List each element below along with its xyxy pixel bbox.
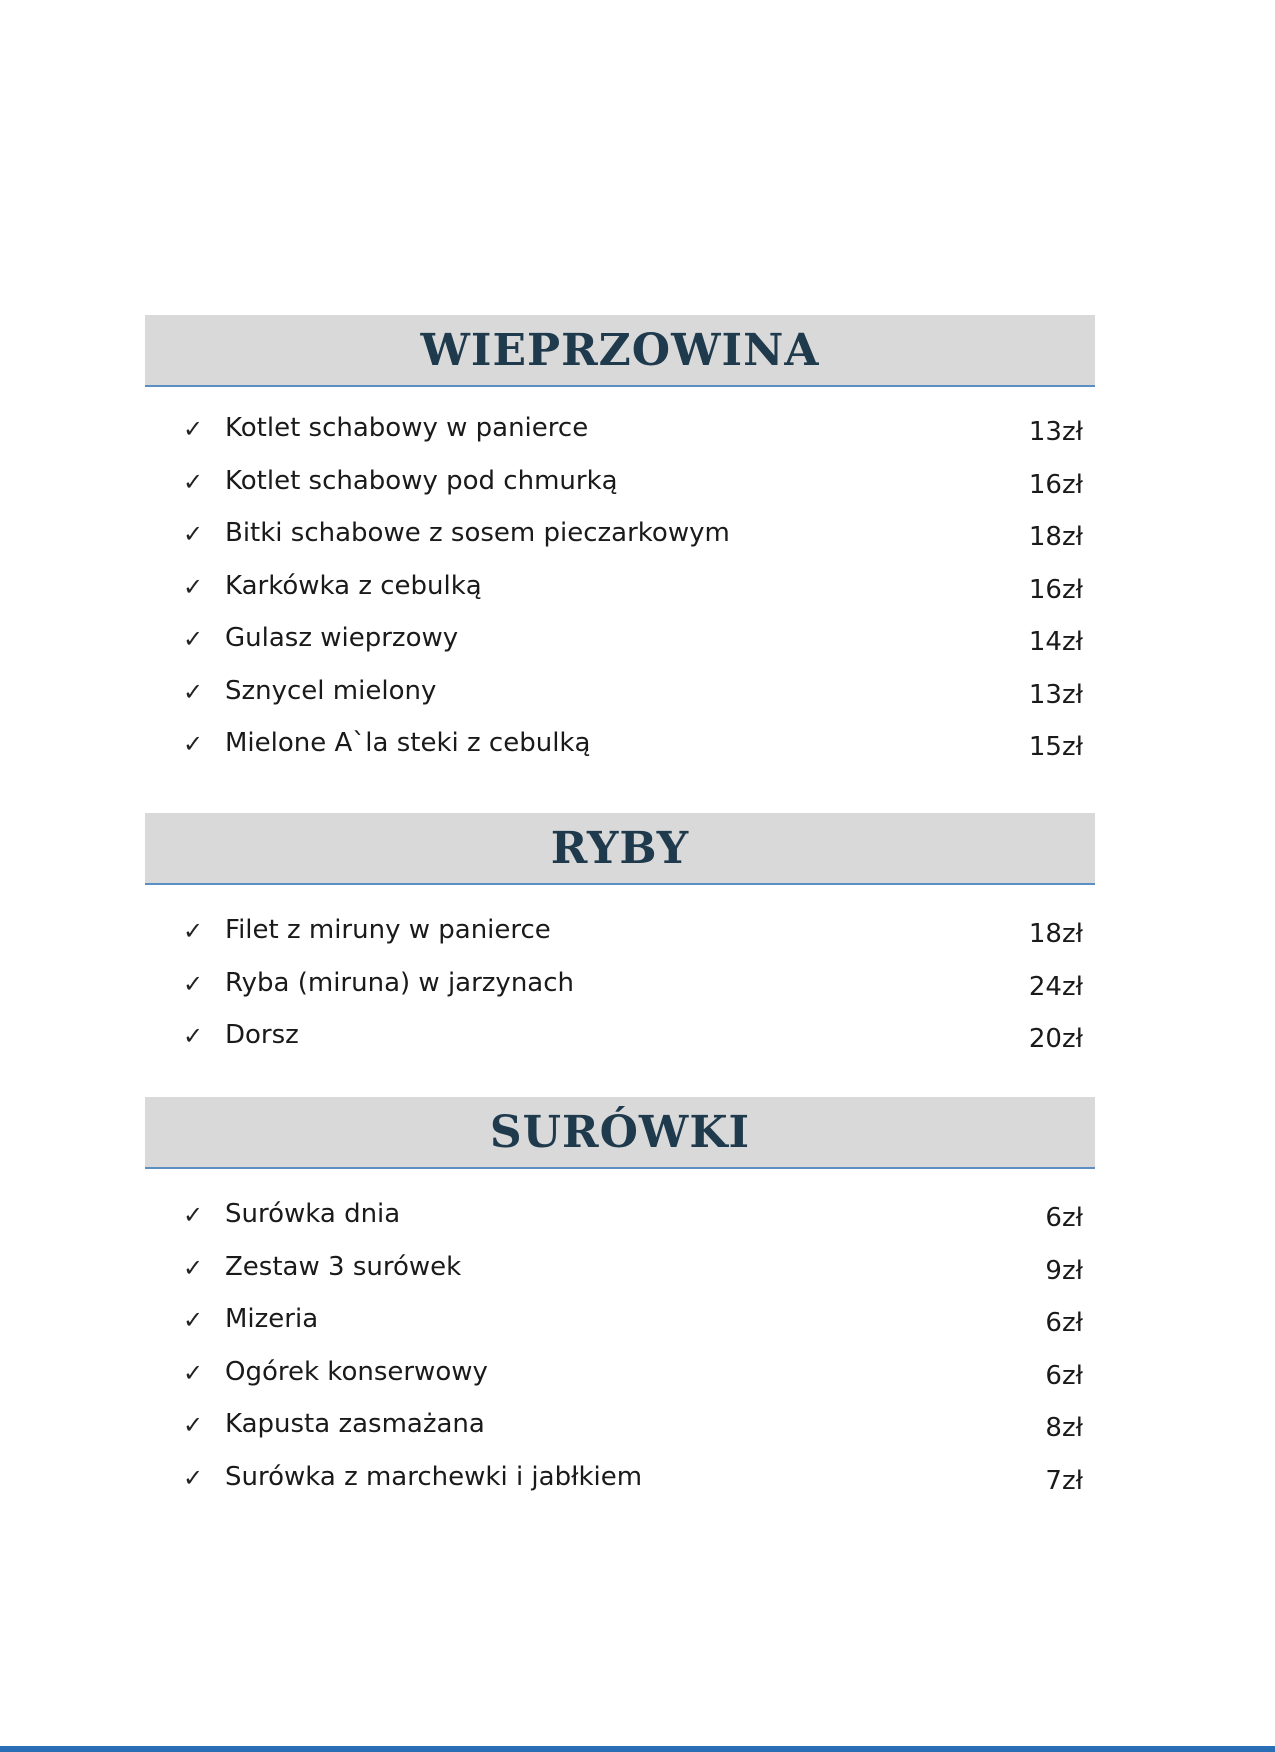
section-ryby: [145, 813, 1095, 1073]
menu-item: [145, 1252, 1095, 1305]
check-icon: ✓: [183, 1412, 204, 1439]
item-price: 15zł: [1028, 732, 1083, 762]
item-price: 6zł: [1045, 1360, 1083, 1391]
check-icon: ✓: [183, 1307, 204, 1334]
menu-item: [145, 676, 1095, 729]
item-name: Kotlet schabowy pod chmurką: [225, 465, 618, 496]
check-icon: ✓: [183, 416, 204, 443]
menu-item: [145, 623, 1095, 676]
menu-item: [145, 413, 1095, 466]
item-name: Mielone A`la steki z cebulką: [225, 728, 591, 758]
check-icon: ✓: [183, 1023, 204, 1050]
item-price: 6zł: [1045, 1308, 1083, 1338]
item-price: 20zł: [1028, 1024, 1083, 1054]
menu-item: [145, 466, 1095, 519]
menu-item: [145, 915, 1095, 968]
item-price: 24zł: [1028, 971, 1083, 1002]
menu-list: [145, 915, 1095, 1073]
section-surowki: [145, 1097, 1095, 1514]
item-name: Ogórek konserwowy: [225, 1356, 488, 1387]
item-name: Kapusta zasmażana: [225, 1409, 485, 1439]
section-title: RYBY: [550, 822, 690, 874]
menu-item: [145, 1304, 1095, 1357]
item-price: 6zł: [1045, 1203, 1083, 1233]
item-name: Filet z miruny w panierce: [225, 915, 551, 945]
item-price: 9zł: [1045, 1255, 1083, 1286]
item-name: Bitki schabowe z sosem pieczarkowym: [225, 518, 730, 548]
menu-item: [145, 968, 1095, 1021]
item-price: 14zł: [1028, 627, 1083, 657]
menu-item: [145, 1462, 1095, 1515]
menu-item: [145, 1020, 1095, 1073]
menu-item: [145, 1357, 1095, 1410]
item-price: 13zł: [1028, 679, 1083, 710]
check-icon: ✓: [183, 918, 204, 945]
check-icon: ✓: [183, 1464, 204, 1492]
menu-item: [145, 1199, 1095, 1252]
check-icon: ✓: [183, 468, 204, 496]
item-name: Dorsz: [225, 1020, 299, 1050]
menu-item: [145, 728, 1095, 781]
item-name: Surówka z marchewki i jabłkiem: [225, 1461, 643, 1492]
menu-item: [145, 518, 1095, 571]
bottom-rule: [0, 1746, 1275, 1752]
section-banner: [145, 315, 1095, 387]
check-icon: ✓: [183, 678, 204, 706]
item-name: Gulasz wieprzowy: [225, 623, 459, 653]
item-name: Kotlet schabowy w panierce: [225, 413, 589, 443]
check-icon: ✓: [183, 731, 204, 758]
item-price: 18zł: [1028, 522, 1083, 552]
check-icon: ✓: [183, 1254, 204, 1282]
item-price: 16zł: [1028, 574, 1083, 605]
check-icon: ✓: [183, 970, 204, 998]
item-price: 7zł: [1045, 1465, 1083, 1496]
item-price: 8zł: [1045, 1413, 1083, 1443]
item-name: Mizeria: [225, 1304, 319, 1334]
section-title: SURÓWKI: [489, 1106, 751, 1158]
section-title: WIEPRZOWINA: [420, 324, 820, 376]
check-icon: ✓: [183, 626, 204, 653]
check-icon: ✓: [183, 1202, 204, 1229]
check-icon: ✓: [183, 1359, 204, 1387]
menu-list: [145, 1199, 1095, 1514]
section-banner: [145, 813, 1095, 885]
item-name: Ryba (miruna) w jarzynach: [225, 967, 575, 998]
item-price: 13zł: [1028, 417, 1083, 447]
item-name: Zestaw 3 surówek: [225, 1251, 462, 1282]
item-price: 16zł: [1028, 469, 1083, 500]
menu-list: [145, 413, 1095, 781]
item-name: Karkówka z cebulką: [225, 570, 482, 601]
section-wieprzowina: [145, 315, 1095, 781]
section-banner: [145, 1097, 1095, 1169]
item-name: Surówka dnia: [225, 1199, 401, 1229]
item-name: Sznycel mielony: [225, 675, 437, 706]
menu-item: [145, 571, 1095, 624]
check-icon: ✓: [183, 521, 204, 548]
menu-item: [145, 1409, 1095, 1462]
check-icon: ✓: [183, 573, 204, 601]
item-price: 18zł: [1028, 919, 1083, 949]
